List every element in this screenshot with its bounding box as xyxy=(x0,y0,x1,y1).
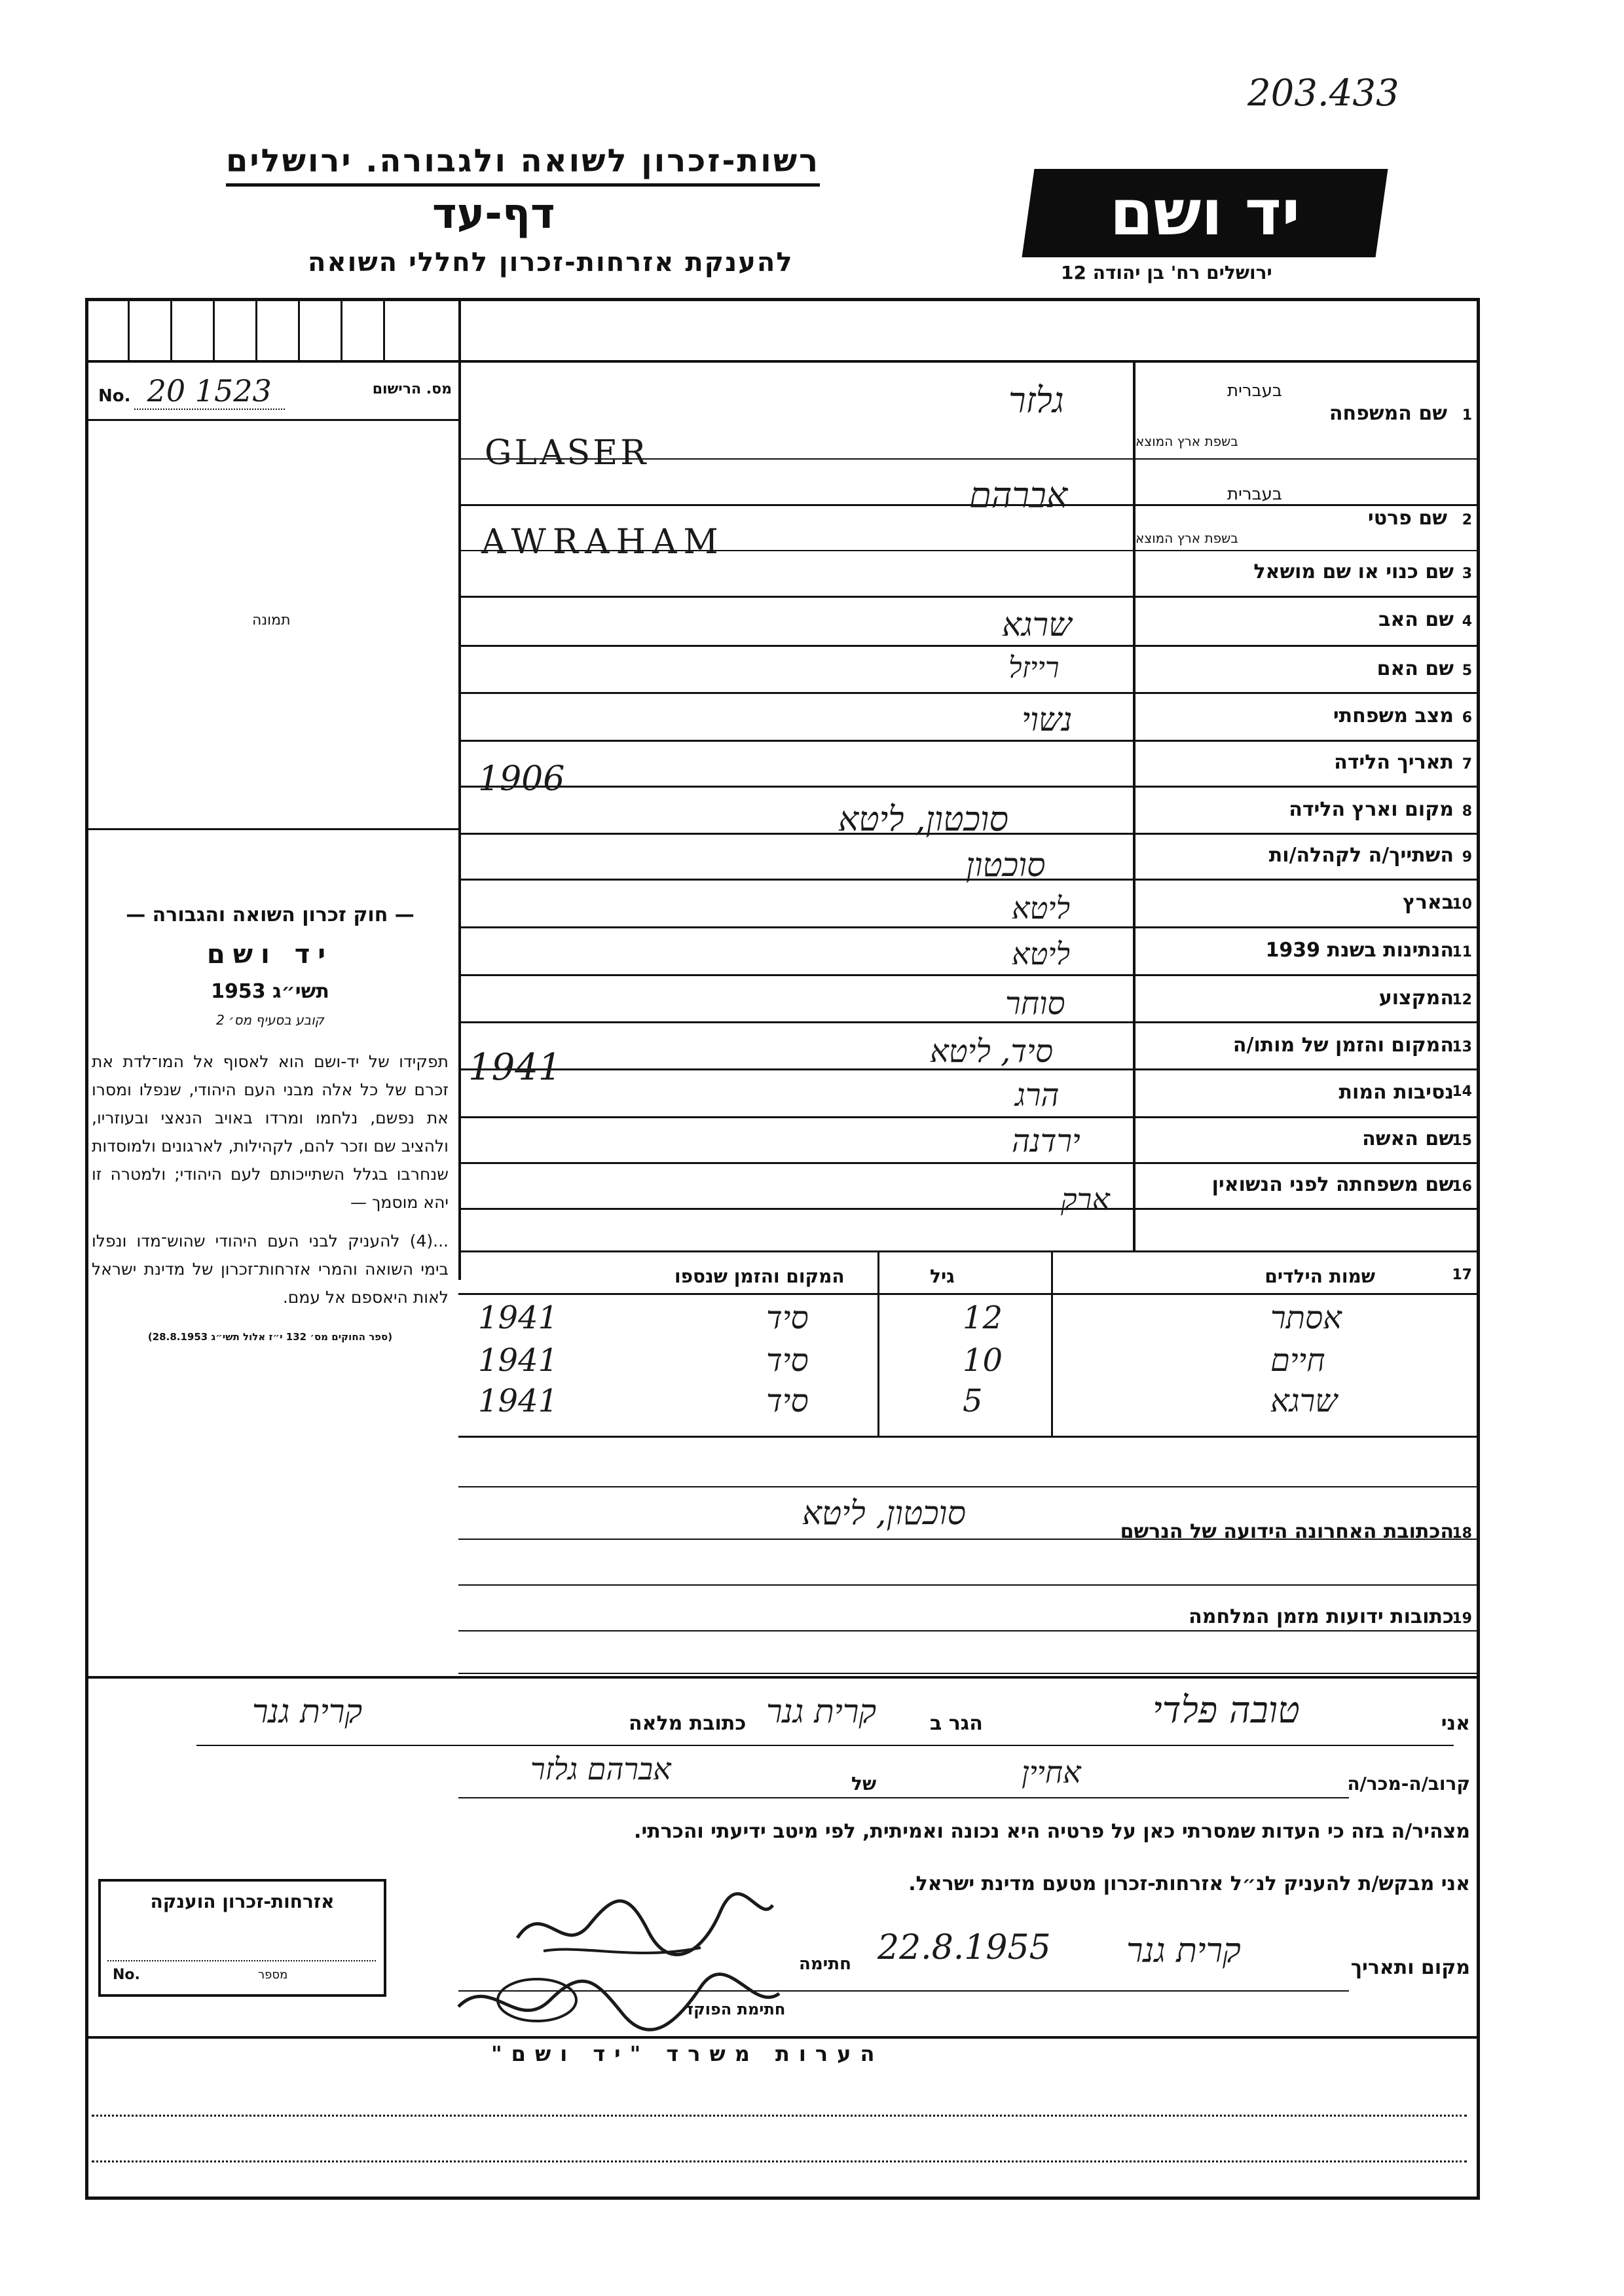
field-label: שם כנוי או שם מושאל xyxy=(1253,560,1454,583)
field-18 xyxy=(458,1512,1480,1552)
community: סוכטון xyxy=(966,846,1046,884)
registration-number xyxy=(98,373,452,412)
of-label: של xyxy=(851,1773,877,1795)
field-label: תאריך הלידה xyxy=(1334,751,1454,774)
field-label: שם משפחתה לפני הנשואין xyxy=(1211,1173,1454,1196)
officer-signature xyxy=(445,1967,786,2039)
birth-date: 1906 xyxy=(478,759,565,799)
country: ליטא xyxy=(1012,890,1070,926)
relation-value: אחיין xyxy=(1022,1755,1081,1790)
declaration-ani: אני xyxy=(1441,1712,1470,1735)
declarant-signature xyxy=(504,1886,779,1971)
office-notes-line xyxy=(92,2160,1467,2162)
field-number: 10 xyxy=(1452,896,1472,913)
field-3 xyxy=(1135,551,1480,596)
field-19 xyxy=(458,1597,1480,1637)
field-7 xyxy=(1135,742,1480,786)
place-date-label: מקום ותאריך xyxy=(1350,1956,1470,1979)
field-label: המקצוע xyxy=(1378,987,1454,1010)
field-sub-orig: בשפת ארץ המוצא xyxy=(1135,433,1238,449)
field-number: 14 xyxy=(1452,1084,1472,1100)
field-8 xyxy=(1135,788,1480,833)
form-title: דף-עד xyxy=(432,190,555,238)
declarant-name: טובה פלדי xyxy=(1153,1689,1300,1732)
field-number: 19 xyxy=(1452,1611,1472,1627)
officer-signature-label: חתימת הפוקד xyxy=(684,2000,786,2018)
child-name: חיים xyxy=(1270,1342,1325,1379)
field-number: 13 xyxy=(1452,1039,1472,1055)
child-place: סיד xyxy=(766,1300,809,1336)
children-place-header: המקום והזמן שנספו xyxy=(674,1266,845,1287)
declaration-request: אני מבקש/ת להעניק לנ״ל אזרחות-זכרון מטעם מדינת ישראל. xyxy=(908,1872,1470,1895)
field-label: הנתינות בשנת 1939 xyxy=(1265,939,1454,962)
registration-label: מס. הרישום xyxy=(372,381,452,397)
field-label: כתובות ידועות מזמן המלחמה xyxy=(1189,1605,1454,1628)
child-place: סיד xyxy=(766,1383,809,1419)
field-label: שם האם xyxy=(1376,657,1454,680)
declaration-place: קרית גנר xyxy=(1126,1931,1241,1971)
wife-name: ירדנה xyxy=(1012,1123,1080,1159)
photo-label: תמונה xyxy=(252,612,291,629)
field-number: 1 xyxy=(1462,407,1472,424)
field-number: 5 xyxy=(1462,663,1472,679)
child-row xyxy=(458,1383,1480,1425)
field-9 xyxy=(1135,835,1480,879)
header-authority: רשות-זכרון לשואה ולגבורה. ירושלים xyxy=(226,143,820,187)
law-title: — חוק זכרון השואה והגבורה — xyxy=(126,903,415,926)
signature-label: חתימה xyxy=(799,1954,851,1974)
registration-value: 20 1523 xyxy=(134,373,285,410)
death-year: 1941 xyxy=(468,1046,562,1089)
child-age: 12 xyxy=(963,1300,1003,1336)
citizenship-box-no: No. xyxy=(113,1967,140,1983)
relation-label: קרוב/ה-מכר/ה xyxy=(1347,1773,1470,1795)
law-name: יד ושם xyxy=(206,939,334,970)
birth-place: סוכטון, ליטא xyxy=(838,800,1008,839)
citizenship-1939: ליטא xyxy=(1012,936,1070,972)
family-name-latin: GLASER xyxy=(485,433,649,473)
field-6 xyxy=(1135,694,1480,740)
residence-city: קרית גנר xyxy=(766,1692,877,1730)
child-name: שרגא xyxy=(1270,1383,1338,1419)
field-label: שם המשפחה xyxy=(1329,402,1447,425)
law-paragraph-1: תפקידו של יד-ושם הוא לאסוף אל המו־לדת את זכרם של כל אלה מבני העם היהודי, שנפלו ומסרו את נפשם, נלחמו ומרדו באויב הנאצי ובעוזריו, ולהציב שם וזכר להם, לקהילות, לארגונים ולמוסדות שנחרבו בגלל השתייכותם לעם היהודי; ולמטרה זו יהא מוסמך — xyxy=(92,1052,449,1212)
child-age: 5 xyxy=(963,1383,983,1419)
field-5 xyxy=(1135,647,1480,693)
citizenship-box xyxy=(98,1879,386,1997)
field-label: שם פרטי xyxy=(1367,507,1447,530)
field-13 xyxy=(1135,1023,1480,1069)
full-address: קרית גנר xyxy=(252,1692,363,1730)
child-age: 10 xyxy=(963,1342,1003,1379)
death-place: סיד, ליטא xyxy=(930,1033,1054,1070)
declaration-statement: מצהיר/ה בזה כי העדות שמסרתי כאן על פרטיה היא נכונה ואמיתית, לפי מיטב ידיעתי והכרתי. xyxy=(634,1820,1470,1843)
field-sub-hebrew: בעברית xyxy=(1227,381,1282,401)
child-place: סיד xyxy=(766,1342,809,1379)
child-year: 1941 xyxy=(478,1342,559,1379)
field-sub-hebrew: בעברית xyxy=(1227,484,1282,504)
resides-in-label: הגר ב xyxy=(930,1712,983,1735)
field-11 xyxy=(1135,928,1480,974)
field-number: 4 xyxy=(1462,613,1472,630)
children-names-header: שמות הילדים xyxy=(1264,1266,1375,1287)
office-notes-label: הערות משרד "יד ושם" xyxy=(491,2041,884,2066)
law-paragraph-2: ...(4) להעניק לבני העם היהודי שהוש־מדו ונפלו בימי השואה והמרי אזרחות־זכרון של מדינת ישראל לאות היאספם אל עמם. xyxy=(92,1231,449,1307)
child-year: 1941 xyxy=(478,1300,559,1336)
field-number: 15 xyxy=(1452,1133,1472,1149)
field-number: 16 xyxy=(1452,1178,1472,1195)
death-circumstances: הרג xyxy=(1015,1077,1060,1114)
law-year: תשי״ג 1953 xyxy=(211,980,329,1003)
field-label: נסיבות המות xyxy=(1338,1081,1454,1104)
field-number: 6 xyxy=(1462,710,1472,726)
field-sub-orig: בשפת ארץ המוצא xyxy=(1135,530,1238,546)
children-header xyxy=(458,1254,1480,1293)
declaration-date: 22.8.1955 xyxy=(877,1928,1051,1967)
last-address: סוכטון, ליטא xyxy=(802,1494,966,1532)
field-number: 9 xyxy=(1462,849,1472,866)
child-row xyxy=(458,1300,1480,1342)
citizenship-box-title: אזרחות-זכרון הוענקה xyxy=(150,1891,335,1912)
field-2-first-name xyxy=(1135,458,1480,550)
field-14 xyxy=(1135,1070,1480,1116)
first-name-hebrew: אברהם xyxy=(969,475,1068,516)
children-age-header: גיל xyxy=(930,1266,955,1287)
full-address-label: כתובת מלאה xyxy=(629,1712,747,1735)
header-address: ירושלים רח' בן יהודה 12 xyxy=(1061,262,1272,283)
marital-status: נשוי xyxy=(1022,701,1073,738)
field-label: מצב משפחתי xyxy=(1333,704,1454,727)
office-notes-line xyxy=(92,2115,1467,2117)
form-subtitle: להענקת אזרחות-זכרון לחללי השואה xyxy=(308,247,794,278)
field-label: בארץ xyxy=(1402,891,1454,914)
field-12 xyxy=(1135,976,1480,1022)
field-4 xyxy=(1135,598,1480,645)
field-number: 8 xyxy=(1462,803,1472,820)
wife-maiden-name: ארק xyxy=(1061,1182,1110,1217)
child-name: אסתר xyxy=(1270,1300,1342,1336)
law-citation: (ספר החוקים מס׳ 132 י״ז אלול תשי״ג 28.8.1953) xyxy=(147,1331,393,1343)
yad-vashem-logo xyxy=(1022,169,1388,257)
field-number: 11 xyxy=(1452,944,1472,960)
citizenship-box-number-label: מספר xyxy=(258,1968,288,1982)
child-year: 1941 xyxy=(478,1383,559,1419)
field-label: שם האשה xyxy=(1362,1127,1454,1150)
field-16 xyxy=(1135,1164,1480,1209)
field-number: 17 xyxy=(1452,1267,1472,1283)
mother-name: רייזל xyxy=(1008,651,1060,685)
father-name: שרגא xyxy=(1002,606,1072,644)
field-label: מקום וארץ הלידה xyxy=(1289,798,1454,821)
logo-text: יד ושם xyxy=(1109,176,1301,249)
field-number: 7 xyxy=(1462,756,1472,773)
of-name: אברהם גלזר xyxy=(530,1751,671,1787)
registration-prefix: No. xyxy=(98,386,131,406)
field-label: הכתובת האחרונה הידועה של הנרשם xyxy=(1120,1520,1454,1543)
first-name-latin: AWRAHAM xyxy=(481,522,725,562)
family-name-hebrew: גלזר xyxy=(1008,380,1064,421)
law-clause: קובע בסעיף מס׳ 2 xyxy=(216,1012,324,1028)
field-label: המקום והזמן של מותו/ה xyxy=(1232,1034,1454,1057)
document-number: 203.433 xyxy=(1247,72,1399,115)
field-number: 2 xyxy=(1462,512,1472,528)
law-box xyxy=(92,903,449,1343)
field-number: 12 xyxy=(1452,992,1472,1008)
profession: סוחר xyxy=(1005,985,1065,1022)
child-row xyxy=(458,1342,1480,1385)
field-label: שם האב xyxy=(1378,608,1454,631)
field-number: 3 xyxy=(1462,566,1472,582)
field-10 xyxy=(1135,881,1480,926)
field-label: השתייך/ה לקהלה/ות xyxy=(1268,844,1454,867)
field-15 xyxy=(1135,1118,1480,1163)
field-number: 18 xyxy=(1452,1525,1472,1542)
